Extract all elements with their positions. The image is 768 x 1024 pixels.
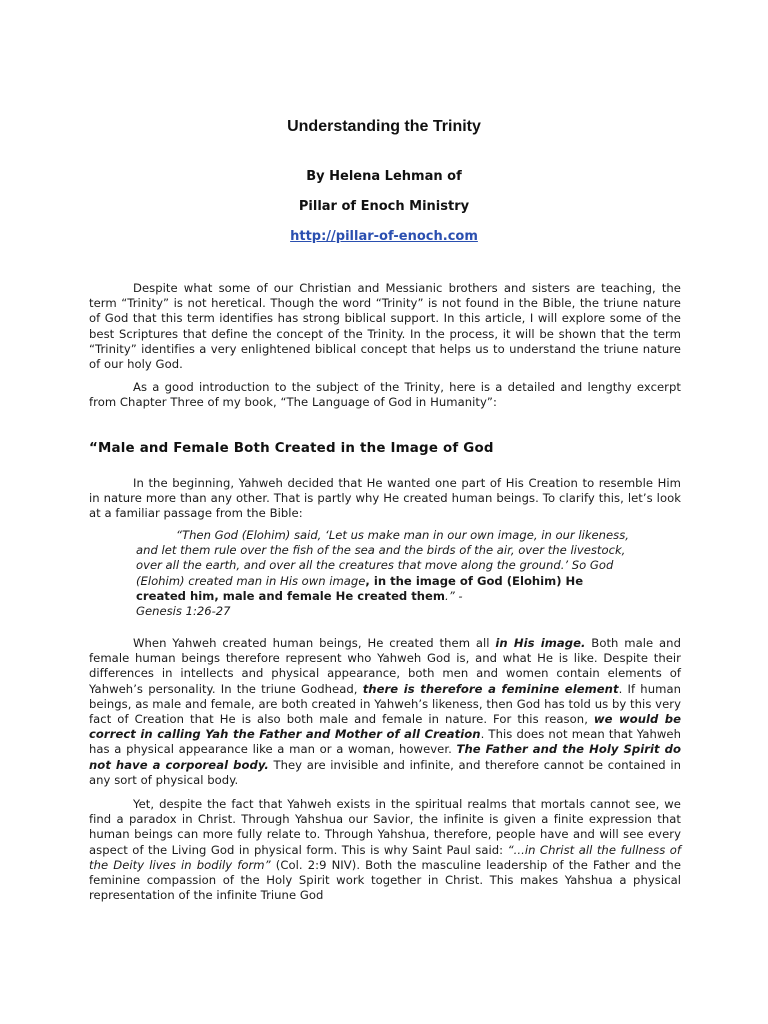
section-heading: “Male and Female Both Created in the Image of God xyxy=(89,441,494,456)
paragraph-beginning xyxy=(89,476,681,522)
paragraph-paradox-in-christ xyxy=(89,797,681,903)
scripture-quote xyxy=(136,528,636,619)
intro-paragraph-2-text: As a good introduction to the subject of the Trinity, here is a detailed and lengthy excerpt from Chapter Three of my book, “The Language of God in Humanity”: xyxy=(89,380,681,410)
paragraph-text: . This does not mean that Yahweh has a physical appearance like a man or a woman, however. xyxy=(89,727,681,757)
quote-bold-text: , in the image of God (Elohim) He created him, male and female He created them xyxy=(136,573,584,603)
quote-reference: Genesis 1:26-27 xyxy=(136,604,231,619)
paragraph-image-of-god xyxy=(89,636,681,788)
paragraph-text: . If human beings, as male and female, are both created in Yahweh’s likeness, then God has told us by this very fact of Creation that He is also both male and female in nature. For this reason, xyxy=(89,681,682,727)
paragraph-beginning-text: In the beginning, Yahweh decided that He wanted one part of His Creation to resemble Him in nature more than any other. That is partly why He created human beings. To clarify this, let’s look at a familiar passage from the Bible: xyxy=(89,476,681,521)
emphasis-text: The Father and the Holy Spirit do not have a corporeal body. xyxy=(89,742,681,772)
quote-closing: .” - xyxy=(445,588,463,603)
paragraph-text: Both male and female human beings therefore represent who Yahweh God is, and what He is like. Despite their differences in intellects and physical appearance, both men and women contain elements of Yahweh’s personality. In the triune Godhead, xyxy=(89,636,681,696)
paragraph-text: Yet, despite the fact that Yahweh exists in the spiritual realms that mortals cannot see, we find a paradox in Christ. Through Yahshua our Savior, the infinite is given a finite expression that human beings can more fully relate to. Through Yahshua, therefore, people have and will see every aspect of the Living God in physical form. This is why Saint Paul said: xyxy=(89,797,681,857)
intro-paragraph-2 xyxy=(89,380,681,410)
emphasis-text: we would be correct in calling Yah the Father and Mother of all Creation xyxy=(89,712,681,742)
ministry-name: Pillar of Enoch Ministry xyxy=(298,199,470,214)
author-line: By Helena Lehman of xyxy=(306,169,462,184)
emphasis-text: in His image. xyxy=(495,636,586,650)
intro-paragraph xyxy=(89,281,681,372)
ministry-link[interactable]: http://pillar-of-enoch.com xyxy=(290,229,478,244)
intro-paragraph-text: Despite what some of our Christian and Messianic brothers and sisters are teaching, the term “Trinity” is not heretical. Though the word “Trinity” is not found in the Bible, the triune nature of God that this term identifies has strong biblical support. In this article, I will explore some of the best Scriptures that define the concept of the Trinity. In the process, it will be shown that the term “Trinity” identifies a very enlightened biblical concept that helps us to understand the triune nature of our holy God. xyxy=(89,281,681,372)
page-title: Understanding the Trinity xyxy=(287,118,481,135)
paragraph-text: They are invisible and infinite, and therefore cannot be contained in any sort of physical body. xyxy=(89,757,681,787)
paragraph-text: (Col. 2:9 NIV). Both the masculine leadership of the Father and the feminine compassion of the Holy Spirit work together in Christ. This makes Yahshua a physical representation of the infinite Triune God xyxy=(89,857,682,903)
paragraph-text: When Yahweh created human beings, He created them all xyxy=(133,636,496,650)
scripture-inline-quote: “...in Christ all the fullness of the Deity lives in bodily form” xyxy=(89,842,681,872)
emphasis-text: there is therefore a feminine element xyxy=(362,681,619,696)
quote-text: “Then God (Elohim) said, ‘Let us make man in our own image, in our likeness, and let them rule over the fish of the sea and the birds of the air, over the livestock, over all the earth, and over all the creatures that move along the ground.’ So God (Elohim) created man in His own image xyxy=(136,528,629,588)
